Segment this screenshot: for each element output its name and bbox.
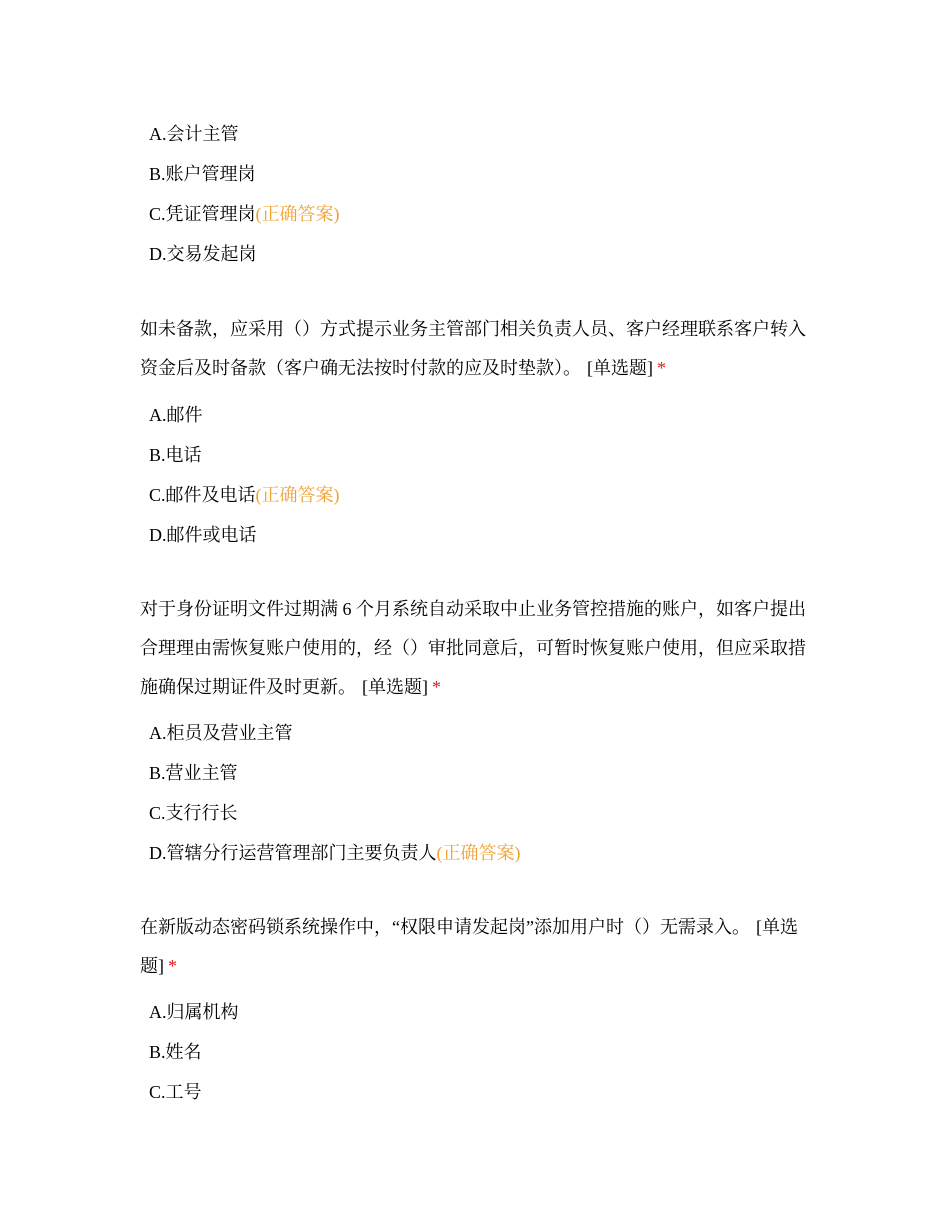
option-item: C.工号	[149, 1082, 202, 1102]
question-type-label: [单选题]	[362, 677, 428, 697]
option-item: C.邮件及电话(正确答案)	[149, 485, 340, 505]
option-item: A.柜员及营业主管	[149, 723, 293, 743]
question-text: 对于身份证明文件过期满 6 个月系统自动采取中止业务管控措施的账户，如客户提出合理理由需恢复账户使用的，经（）审批同意后，可暂时恢复账户使用，但应采取措施确保过期证件及时更新。 [单选题] *	[140, 599, 806, 697]
question-type-label: [单选题]	[140, 917, 798, 976]
question-block-3	[140, 908, 820, 1112]
required-marker: *	[168, 956, 177, 976]
option-item: C.支行行长	[149, 803, 238, 823]
option-item: B.电话	[149, 445, 202, 465]
option-list	[140, 395, 820, 555]
question-text: 在新版动态密码锁系统操作中，“权限申请发起岗”添加用户时（）无需录入。 [单选题] *	[140, 917, 798, 976]
question-block-2	[140, 590, 820, 873]
option-item: C.凭证管理岗(正确答案)	[149, 204, 340, 224]
correct-answer-marker: (正确答案)	[255, 204, 340, 224]
question-block-1	[140, 310, 820, 555]
option-item: B.营业主管	[149, 763, 238, 783]
option-list	[140, 992, 820, 1112]
option-item: D.邮件或电话	[149, 525, 257, 545]
question-text: 如未备款，应采用（）方式提示业务主管部门相关负责人员、客户经理联系客户转入资金后及时备款（客户确无法按时付款的应及时垫款）。 [单选题] *	[140, 319, 806, 378]
option-item: B.姓名	[149, 1042, 202, 1062]
option-item: A.邮件	[149, 405, 203, 425]
option-item: D.交易发起岗	[149, 244, 257, 264]
option-item: D.管辖分行运营管理部门主要负责人(正确答案)	[149, 843, 521, 863]
question-type-label: [单选题]	[587, 358, 653, 378]
option-item: A.会计主管	[149, 124, 239, 144]
option-list	[140, 114, 820, 274]
option-item: B.账户管理岗	[149, 164, 256, 184]
correct-answer-marker: (正确答案)	[436, 843, 521, 863]
correct-answer-marker: (正确答案)	[255, 485, 340, 505]
option-list	[140, 713, 820, 873]
required-marker: *	[657, 358, 666, 378]
required-marker: *	[432, 677, 441, 697]
question-block-0	[140, 114, 820, 274]
option-item: A.归属机构	[149, 1002, 239, 1022]
